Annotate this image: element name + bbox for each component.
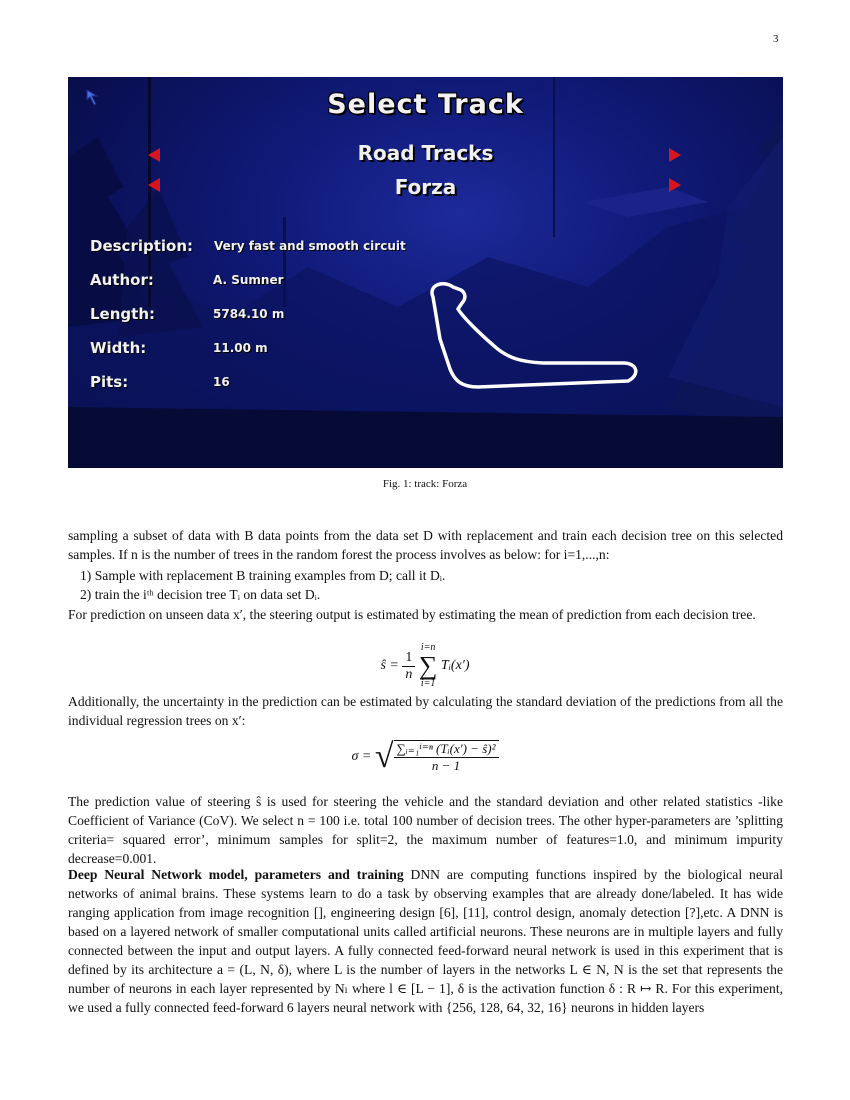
equation-std	[0, 738, 850, 776]
info-value: 5784.10 m	[213, 307, 285, 321]
list-item-train: 2) train the iᵗʰ decision tree Tᵢ on data set Dᵢ.	[80, 587, 321, 602]
fraction	[402, 650, 415, 683]
equation-term: Tᵢ(x′)	[440, 658, 470, 674]
info-label: Length:	[90, 305, 155, 323]
info-label: Description:	[90, 237, 194, 255]
info-value: Very fast and smooth circuit	[214, 239, 406, 253]
next-track-arrow-icon[interactable]	[669, 178, 681, 192]
equation-lhs: σ =	[351, 749, 372, 764]
info-label: Author:	[90, 271, 154, 289]
info-label: Pits:	[90, 373, 129, 391]
paragraph-sampling: sampling a subset of data with B data points from the data set D with replacement and train each decision tree on this selected samples. If n is the number of trees in the random forest the process involves as below: for i=1,...,n:	[68, 528, 783, 562]
sum-lower-limit: i=1	[420, 678, 436, 689]
paragraph-body: DNN are computing functions inspired by the biological neural networks of animal brains. These systems learn to do a task by observing examples that are already done/labeled. It has wide ranging application from image recognition [], engineering design [6], [11], control design, anomaly detection [?],etc. A DNN is based on a layered network of smaller computational units called artificial neurons. These neurons are in multiple layers and fully connected between the input and output layers. A fully connected feed-forward neural network is used in this experiment that is defined by its architecture a = (L, N, δ), where L is the number of layers in the networks L ∈ N, N is the set that represents the number of neurons in each layer represented by Nₗ where l ∈ [L − 1], δ is the activation function δ : R ↦ R. For this experiment, we used a fully connected feed-forward 6 layers neural network with {256, 128, 64, 32, 16} neurons in hidden layers	[68, 867, 783, 1015]
figure-caption: Fig. 1: track: Forza	[382, 478, 468, 490]
equation-mean	[0, 642, 850, 690]
track-name: Forza	[394, 175, 457, 199]
summation: i=n ∑ i=1	[418, 642, 438, 689]
fraction-denominator: n − 1	[431, 758, 461, 773]
sum-upper-limit: i=n	[420, 642, 436, 653]
info-value: 11.00 m	[213, 341, 268, 355]
fraction	[394, 740, 499, 774]
next-category-arrow-icon[interactable]	[669, 148, 681, 162]
paragraph-heading: Deep Neural Network model, parameters and training	[68, 867, 404, 882]
list-item-sample: 1) Sample with replacement B training examples from D; call it Dᵢ.	[80, 568, 446, 583]
info-value: 16	[213, 375, 230, 389]
equation-lhs: ŝ =	[380, 658, 399, 674]
track-select-screenshot	[68, 77, 783, 468]
paragraph-dnn	[68, 865, 783, 1017]
fraction-denominator: n	[405, 666, 413, 682]
track-category: Road Tracks	[357, 141, 494, 165]
fraction-numerator: 1	[402, 650, 415, 667]
paragraph-steering: The prediction value of steering ŝ is used for steering the vehicle and the standard deviation and other related statistics -like Coefficient of Variance (CoV). We select n = 100 i.e. total 100 number of decision trees. The other hyper-parameters are ’splitting criteria= squared error’, minimum samples for split=2, the maximum number of features=1.0, and minimum impurity decrease=0.001.	[68, 794, 783, 866]
sqrt-sign: √	[374, 738, 394, 775]
info-value: A. Sumner	[213, 273, 284, 287]
fraction-numerator: ∑ᵢ₌₁ⁱ⁼ⁿ (Tᵢ(x′) − ŝ)²	[394, 741, 499, 758]
paragraph-prediction: For prediction on unseen data x′, the steering output is estimated by estimating the mean of prediction from each decision tree.	[68, 607, 756, 622]
screen-title: Select Track	[327, 89, 524, 120]
page-number: 3	[773, 33, 779, 45]
paragraph-uncertainty: Additionally, the uncertainty in the prediction can be estimated by calculating the standard deviation of the predictions from all the individual regression trees on x′:	[68, 694, 783, 728]
scenery-background	[68, 77, 783, 468]
info-label: Width:	[90, 339, 147, 357]
